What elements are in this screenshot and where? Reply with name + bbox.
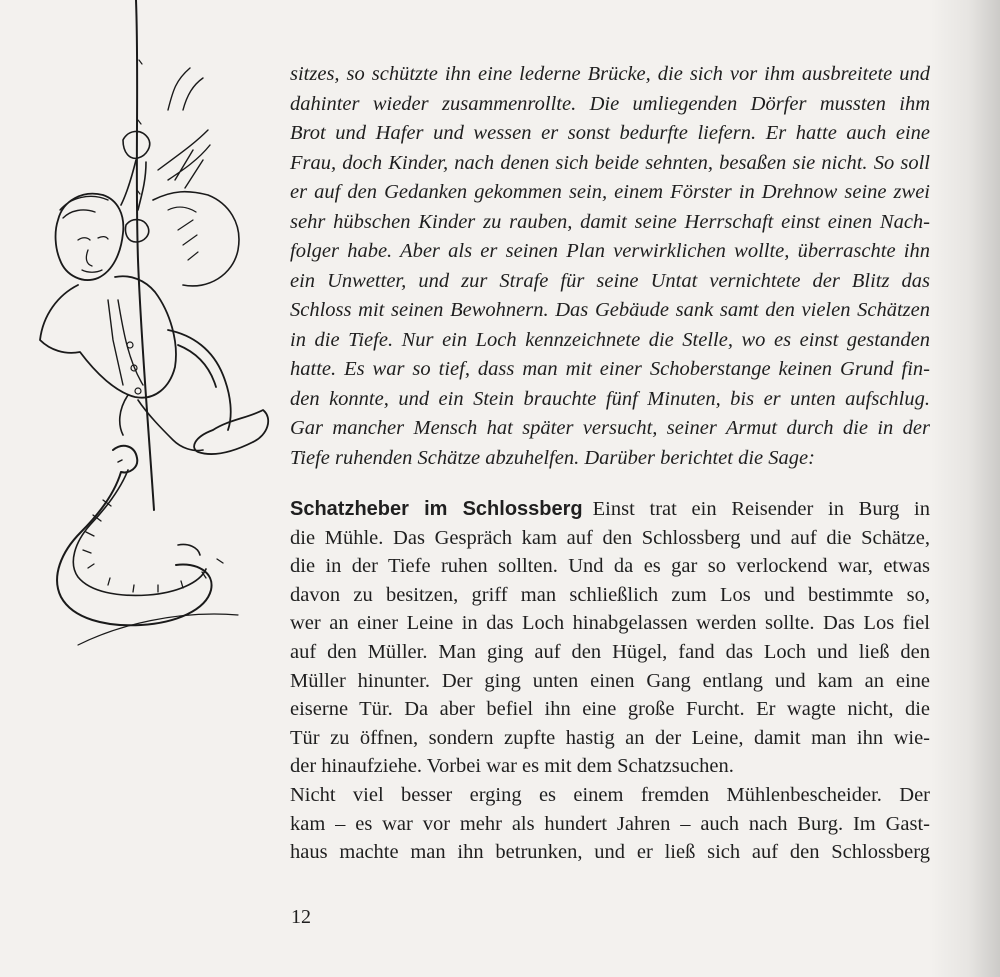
text-line: Brot und Hafer und wessen er sonst bedurfte liefern. Er hatte auch eine — [290, 122, 930, 144]
man-on-rope-with-snake-illustration — [18, 0, 288, 660]
text-line: die in der Tiefe ruhen sollten. Und da es gar so verlockend war, etwas — [290, 555, 930, 578]
page-gutter-shadow — [930, 0, 1000, 977]
italic-intro-paragraph — [290, 60, 930, 473]
text-line: in die Tiefe. Nur ein Loch kennzeichnete die Stelle, wo es einst gestanden — [290, 328, 930, 351]
text-line: sitzes, so schützte ihn eine lederne Brücke, die sich vor ihm ausbreitete und — [290, 63, 930, 85]
text-line: ein Unwetter, und zur Strafe für seine Untat vernichtete der Blitz das — [290, 269, 930, 292]
text-line: Müller hinunter. Der ging unten einen Gang entlang und kam an eine — [290, 669, 930, 692]
text-line: Nicht viel besser erging es einem fremden Mühlenbescheider. Der — [290, 783, 930, 806]
section-first-line — [290, 495, 930, 524]
section-body — [290, 495, 930, 867]
text-line: eiserne Tür. Da aber befiel ihn eine große Furcht. Er wagte nicht, die — [290, 698, 930, 721]
text-line: davon zu besitzen, griff man schließlich zum Los und bestimmte so, — [290, 583, 930, 606]
text-line: folger habe. Aber als er seinen Plan verwirklichen wollte, überraschte ihn — [290, 240, 930, 262]
text-line: Frau, doch Kinder, nach denen sich beide sehnten, besaßen sie nicht. So soll — [290, 151, 930, 174]
text-line: wer an einer Leine in das Loch hinabgelassen werden sollte. Das Los fiel — [290, 612, 930, 635]
text-line: hatte. Es war so tief, dass man mit einer Schoberstange keinen Grund fin- — [290, 358, 930, 380]
text-line: der hinaufziehe. Vorbei war es mit dem Schatzsuchen. — [290, 755, 734, 778]
text-line: Tiefe ruhenden Schätze abzuhelfen. Darüber berichtet die Sage: — [290, 446, 815, 469]
text-line: Einst trat ein Reisender in Burg in — [592, 498, 930, 520]
text-line: haus machte man ihn betrunken, und er ließ sich auf den Schlossberg — [290, 841, 930, 864]
text-line: kam – es war vor mehr als hundert Jahren – auch nach Burg. Im Gast- — [290, 812, 930, 835]
text-line: sehr hübschen Kinder zu rauben, damit seine Herrschaft einst einen Nach- — [290, 210, 930, 233]
text-line: er auf den Gedanken gekommen sein, einem Förster in Drehnow seine zwei — [290, 181, 930, 203]
text-line: die Mühle. Das Gespräch kam auf den Schlossberg und auf die Schätze, — [290, 526, 930, 549]
text-line: Gar mancher Mensch hat später versucht, seiner Armut durch die in der — [290, 417, 930, 439]
text-line: Schloss mit seinen Bewohnern. Das Gebäude sank samt den vielen Schätzen — [290, 299, 930, 321]
page-number: 12 — [291, 906, 311, 928]
section-heading: Schatzheber im Schlossberg — [290, 498, 583, 520]
text-line: dahinter wieder zusammenrollte. Die umliegenden Dörfer mussten ihm — [290, 92, 930, 115]
text-line: Tür zu öffnen, sondern zupfte hastig an der Leine, damit man ihn wie- — [290, 726, 930, 749]
text-line: auf den Müller. Man ging auf den Hügel, fand das Loch und ließ den — [290, 640, 930, 663]
text-line: den konnte, und ein Stein brauchte fünf Minuten, bis er unten aufschlug. — [290, 387, 930, 410]
